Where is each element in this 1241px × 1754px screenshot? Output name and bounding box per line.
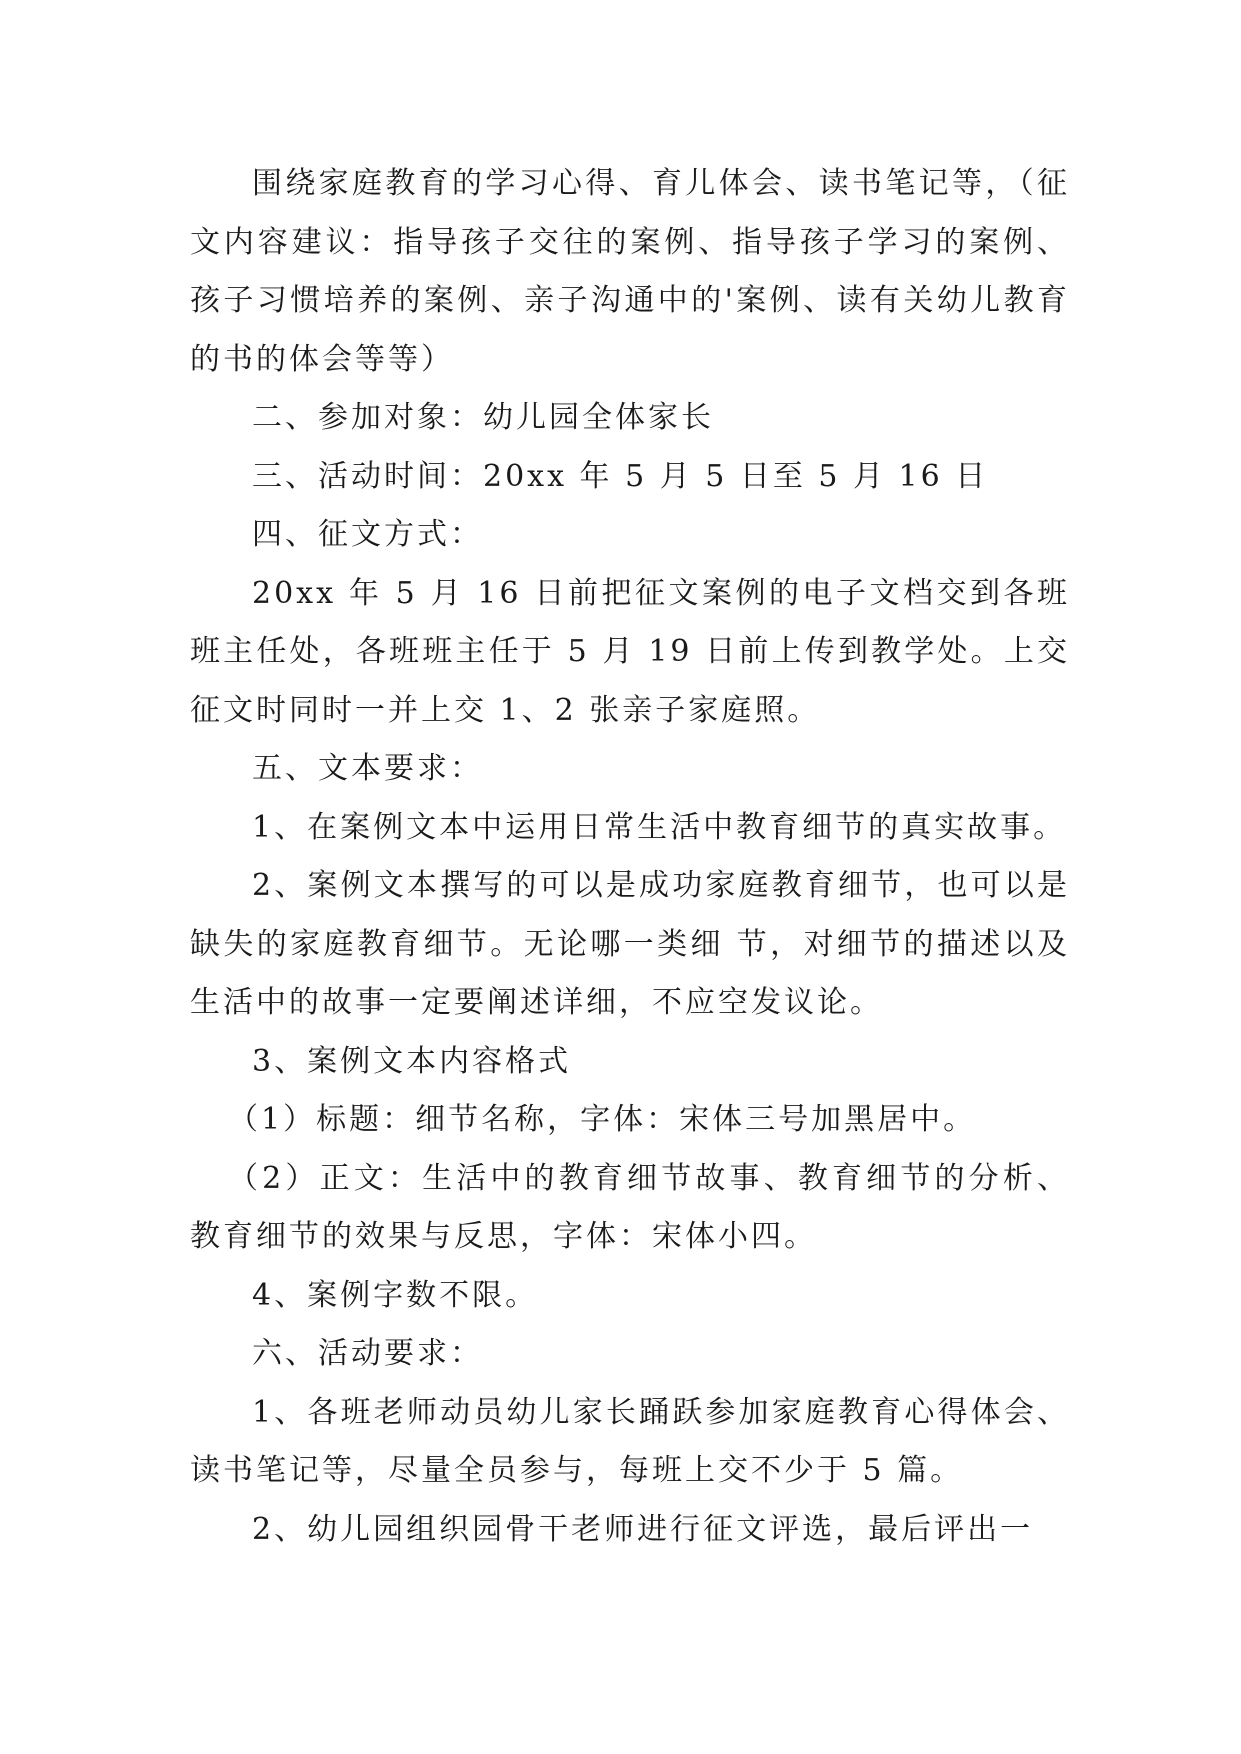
paragraph-activity-time: 三、活动时间：20xx 年 5 月 5 日至 5 月 16 日 [252,458,989,494]
heading-text-requirements: 五、文本要求： [252,751,483,786]
paragraph-format-title: （1）标题：细节名称，字体：宋体三号加黑居中。 [228,1102,977,1137]
heading-submission-method: 四、征文方式： [252,517,483,552]
paragraph-requirement-1: 1、在案例文本中运用日常生活中教育细节的真实故事。 [252,809,1067,845]
paragraph-requirement-4: 4、案例字数不限。 [252,1277,539,1313]
paragraph-submission-details: 20xx 年 5 月 16 日前把征文案例的电子文档交到各班班主任处，各班班主任于 5 月 19 日前上传到教学处。上交征文时同时一并上交 1、2 张亲子家庭照。 [190,575,1070,728]
paragraph-requirement-3: 3、案例文本内容格式 [252,1043,572,1079]
paragraph-essay-topics: 围绕家庭教育的学习心得、育儿体会、读书笔记等，（征文内容建议：指导孩子交往的案例、指导孩子学习的案例、孩子习惯培养的案例、亲子沟通中的'案例、读有关幼儿教育的书的体会等等） [190,166,1070,377]
paragraph-format-body: （2）正文：生活中的教育细节故事、教育细节的分析、教育细节的效果与反思，字体：宋体小四。 [190,1160,1070,1254]
paragraph-participants: 二、参加对象：幼儿园全体家长 [252,400,714,435]
paragraph-activity-requirement-2: 2、幼儿园组织园骨干老师进行征文评选，最后评出一 [252,1511,1034,1547]
heading-activity-requirements: 六、活动要求： [252,1336,483,1371]
paragraph-requirement-2: 2、案例文本撰写的可以是成功家庭教育细节，也可以是缺失的家庭教育细节。无论哪一类细 节，对细节的描述以及生活中的故事一定要阐述详细，不应空发议论。 [190,868,1070,1020]
paragraph-activity-requirement-1: 1、各班老师动员幼儿家长踊跃参加家庭教育心得体会、读书笔记等，尽量全员参与，每班上交不少于 5 篇。 [190,1394,1070,1488]
document-body [190,155,1070,1559]
